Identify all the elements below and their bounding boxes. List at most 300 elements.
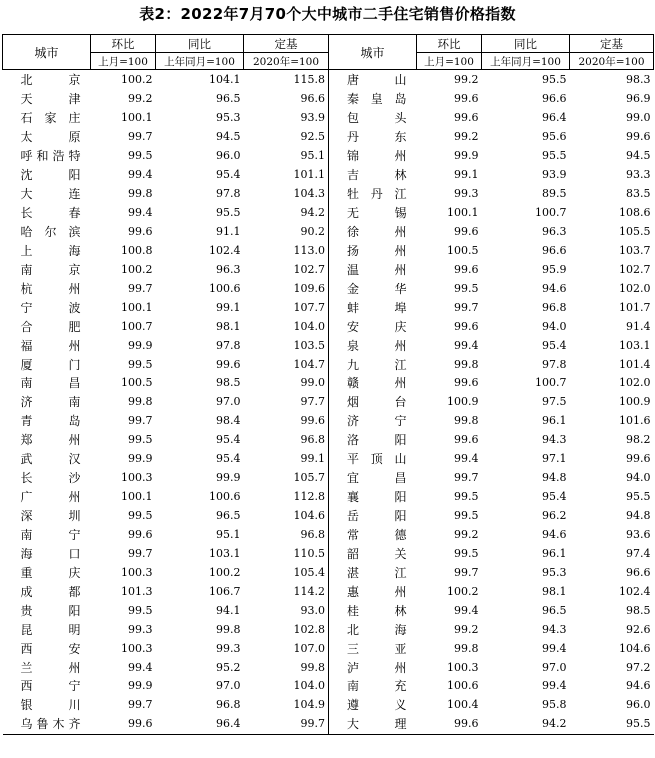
right-city-name: 平顶山	[347, 452, 407, 467]
left-tb-value: 99.6	[216, 357, 241, 371]
right-city-name: 岳阳	[347, 509, 407, 524]
right-hb-value: 100.6	[447, 679, 479, 693]
left-hb-value: 99.6	[91, 715, 156, 734]
table-row	[3, 336, 654, 355]
left-hb-value: 99.7	[128, 414, 153, 428]
left-hb-value: 100.1	[121, 300, 153, 314]
left-dj-value: 107.7	[244, 298, 329, 317]
right-hb-value: 99.5	[454, 281, 479, 295]
left-tb-value: 95.3	[216, 111, 241, 125]
left-city-name: 福州	[20, 338, 81, 353]
left-hb-value: 99.8	[128, 395, 153, 409]
right-dj-value: 100.9	[619, 395, 651, 409]
left-city-name: 厦门	[20, 357, 81, 372]
left-city-name: 重庆	[20, 565, 81, 580]
right-tb-value: 95.5	[542, 149, 567, 163]
table-row	[3, 582, 654, 601]
header-dj-sub-left: 2020年=100	[244, 53, 329, 70]
right-hb-value: 100.3	[447, 660, 479, 674]
right-dj-value: 94.8	[626, 509, 651, 523]
right-dj-value: 95.5	[570, 715, 654, 734]
right-tb-value: 96.8	[542, 300, 567, 314]
left-city-name: 西宁	[20, 679, 81, 694]
left-hb-value: 99.4	[128, 168, 153, 182]
left-tb-value: 94.5	[216, 130, 241, 144]
right-city-name: 泉州	[347, 338, 407, 353]
right-tb-value: 95.9	[542, 262, 567, 276]
right-dj-value: 92.6	[626, 622, 651, 636]
table-row	[3, 677, 654, 696]
left-city-name: 郑州	[20, 433, 81, 448]
left-tb-value: 103.1	[209, 546, 241, 560]
left-tb-value: 91.1	[216, 224, 241, 238]
right-hb-value: 99.5	[454, 490, 479, 504]
left-hb-value: 99.5	[128, 509, 153, 523]
left-hb-value: 100.1	[121, 111, 153, 125]
left-dj-value: 92.5	[244, 128, 329, 147]
left-city-name: 西安	[20, 641, 81, 656]
right-city-name: 常德	[347, 527, 407, 542]
left-city-name: 杭州	[20, 281, 81, 296]
table-row	[3, 639, 654, 658]
left-city-name: 哈尔滨	[20, 224, 81, 239]
left-tb-value: 100.6	[209, 281, 241, 295]
left-city-name: 兰州	[20, 660, 81, 675]
left-tb-value: 95.4	[216, 452, 241, 466]
right-city-name: 烟台	[347, 395, 407, 410]
right-hb-value: 99.8	[454, 641, 479, 655]
right-city-name: 济宁	[347, 414, 407, 429]
right-city-name: 湛江	[347, 565, 407, 580]
right-tb-value: 94.8	[542, 471, 567, 485]
right-tb-value: 96.6	[542, 92, 567, 106]
table-row	[3, 393, 654, 412]
table-row	[3, 241, 654, 260]
left-dj-value: 95.1	[244, 147, 329, 166]
left-dj-value: 96.8	[244, 431, 329, 450]
table-row	[3, 90, 654, 109]
left-city-name: 银川	[20, 698, 81, 713]
table-row	[3, 317, 654, 336]
left-dj-value: 110.5	[244, 544, 329, 563]
table-row	[3, 450, 654, 469]
left-hb-value: 99.5	[128, 603, 153, 617]
right-hb-value: 99.8	[454, 414, 479, 428]
left-dj-value: 104.0	[244, 317, 329, 336]
left-dj-value: 99.7	[244, 715, 329, 734]
right-hb-value: 100.9	[447, 395, 479, 409]
table-header	[3, 35, 654, 70]
left-tb-value: 102.4	[209, 243, 241, 257]
right-dj-value: 103.1	[619, 338, 651, 352]
left-tb-value: 106.7	[209, 584, 241, 598]
left-tb-value: 95.2	[216, 660, 241, 674]
right-dj-value: 94.0	[626, 471, 651, 485]
right-city-name: 宜昌	[347, 471, 407, 486]
right-hb-value: 99.7	[454, 565, 479, 579]
right-city-name: 金华	[347, 281, 407, 296]
right-tb-value: 96.6	[542, 243, 567, 257]
right-hb-value: 99.6	[454, 262, 479, 276]
right-dj-value: 101.7	[619, 300, 651, 314]
left-hb-value: 99.8	[128, 187, 153, 201]
left-tb-value: 95.4	[216, 433, 241, 447]
right-city-name: 惠州	[347, 584, 407, 599]
left-dj-value: 104.6	[244, 507, 329, 526]
left-dj-value: 104.9	[244, 696, 329, 715]
left-city-name: 青岛	[20, 414, 81, 429]
header-hb-right: 环比	[417, 35, 482, 53]
header-dj-sub-right: 2020年=100	[570, 53, 654, 70]
right-city-name: 大理	[329, 715, 417, 734]
left-dj-value: 103.5	[244, 336, 329, 355]
left-dj-value: 102.7	[244, 260, 329, 279]
right-dj-value: 105.5	[619, 224, 651, 238]
right-city-name: 丹东	[347, 130, 407, 145]
right-hb-value: 99.2	[454, 130, 479, 144]
right-city-name: 唐山	[347, 73, 407, 88]
table-row	[3, 147, 654, 166]
left-hb-value: 100.5	[121, 376, 153, 390]
left-dj-value: 97.7	[244, 393, 329, 412]
right-city-name: 泸州	[347, 660, 407, 675]
left-tb-value: 95.1	[216, 527, 241, 541]
right-tb-value: 100.7	[535, 376, 567, 390]
header-tb-left: 同比	[156, 35, 244, 53]
header-dj-left: 定基	[244, 35, 329, 53]
left-tb-value: 98.1	[216, 319, 241, 333]
left-city-name: 南宁	[20, 527, 81, 542]
right-hb-value: 99.6	[454, 376, 479, 390]
left-hb-value: 99.7	[128, 698, 153, 712]
left-tb-value: 95.5	[216, 206, 241, 220]
left-dj-value: 107.0	[244, 639, 329, 658]
right-dj-value: 96.9	[626, 92, 651, 106]
right-dj-value: 96.6	[626, 565, 651, 579]
right-tb-value: 94.3	[542, 433, 567, 447]
table-row	[3, 128, 654, 147]
left-dj-value: 104.7	[244, 355, 329, 374]
right-tb-value: 94.0	[542, 319, 567, 333]
left-tb-value: 95.4	[216, 168, 241, 182]
right-dj-value: 102.4	[619, 584, 651, 598]
left-dj-value: 105.4	[244, 563, 329, 582]
left-hb-value: 99.6	[128, 527, 153, 541]
left-city-name: 天津	[20, 92, 81, 107]
right-dj-value: 98.2	[626, 433, 651, 447]
left-tb-value: 99.8	[216, 622, 241, 636]
left-city-name: 贵阳	[20, 603, 81, 618]
right-hb-value: 99.7	[454, 300, 479, 314]
right-tb-value: 99.4	[542, 679, 567, 693]
right-hb-value: 99.2	[454, 73, 479, 87]
left-hb-value: 99.7	[128, 546, 153, 560]
left-dj-value: 102.8	[244, 620, 329, 639]
left-dj-value: 115.8	[244, 70, 329, 90]
left-hb-value: 99.7	[128, 130, 153, 144]
right-dj-value: 102.7	[619, 262, 651, 276]
right-hb-value: 99.6	[454, 319, 479, 333]
right-hb-value: 99.6	[417, 715, 482, 734]
left-city-name: 南京	[20, 262, 81, 277]
left-dj-value: 99.0	[244, 374, 329, 393]
right-dj-value: 104.6	[619, 641, 651, 655]
left-hb-value: 99.9	[128, 679, 153, 693]
right-hb-value: 99.3	[454, 187, 479, 201]
right-dj-value: 91.4	[626, 319, 651, 333]
left-tb-value: 96.3	[216, 262, 241, 276]
right-hb-value: 99.4	[454, 452, 479, 466]
left-city-name: 南昌	[20, 376, 81, 391]
right-city-name: 三亚	[347, 641, 407, 656]
right-dj-value: 95.5	[626, 490, 651, 504]
left-hb-value: 100.3	[121, 641, 153, 655]
left-dj-value: 114.2	[244, 582, 329, 601]
left-city-name: 上海	[20, 243, 81, 258]
right-city-name: 秦皇岛	[347, 92, 407, 107]
left-tb-value: 96.5	[216, 92, 241, 106]
left-hb-value: 99.3	[128, 622, 153, 636]
right-hb-value: 99.4	[454, 603, 479, 617]
left-hb-value: 100.1	[121, 490, 153, 504]
right-hb-value: 99.7	[454, 471, 479, 485]
right-tb-value: 96.1	[542, 414, 567, 428]
left-tb-value: 96.8	[216, 698, 241, 712]
left-hb-value: 101.3	[121, 584, 153, 598]
table-row	[3, 544, 654, 563]
left-hb-value: 99.4	[128, 660, 153, 674]
table-title: 表2：2022年7月70个大中城市二手住宅销售价格指数	[139, 5, 516, 23]
header-hb-sub-left: 上月=100	[91, 53, 156, 70]
left-hb-value: 100.3	[121, 565, 153, 579]
left-hb-value: 100.2	[121, 73, 153, 87]
left-city-name: 海口	[20, 546, 81, 561]
left-city-name: 宁波	[20, 300, 81, 315]
left-tb-value: 97.0	[216, 395, 241, 409]
right-dj-value: 101.6	[619, 414, 651, 428]
header-city-left: 城市	[3, 35, 91, 70]
left-city-name: 呼和浩特	[20, 149, 81, 164]
left-tb-value: 96.5	[216, 509, 241, 523]
right-tb-value: 96.1	[542, 546, 567, 560]
right-dj-value: 97.2	[626, 660, 651, 674]
right-hb-value: 100.1	[447, 206, 479, 220]
header-city-right: 城市	[329, 35, 417, 70]
left-tb-value: 100.2	[209, 565, 241, 579]
left-dj-value: 99.1	[244, 450, 329, 469]
right-city-name: 徐州	[347, 224, 407, 239]
right-city-name: 南充	[347, 679, 407, 694]
right-city-name: 北海	[347, 622, 407, 637]
right-tb-value: 96.4	[542, 111, 567, 125]
left-hb-value: 100.3	[121, 471, 153, 485]
right-dj-value: 83.5	[626, 187, 651, 201]
right-tb-value: 95.4	[542, 490, 567, 504]
right-dj-value: 98.5	[626, 603, 651, 617]
left-dj-value: 112.8	[244, 488, 329, 507]
table-row	[3, 355, 654, 374]
left-tb-value: 96.4	[156, 715, 244, 734]
table-row	[3, 507, 654, 526]
table-row	[3, 696, 654, 715]
right-hb-value: 99.5	[454, 546, 479, 560]
right-city-name: 韶关	[347, 546, 407, 561]
right-dj-value: 101.4	[619, 357, 651, 371]
left-tb-value: 94.1	[216, 603, 241, 617]
left-hb-value: 99.5	[128, 149, 153, 163]
right-city-name: 赣州	[347, 376, 407, 391]
left-city-name: 乌鲁木齐	[3, 715, 91, 734]
right-hb-value: 99.4	[454, 338, 479, 352]
right-dj-value: 102.0	[619, 376, 651, 390]
table-row	[3, 601, 654, 620]
right-tb-value: 95.4	[542, 338, 567, 352]
left-tb-value: 100.6	[209, 490, 241, 504]
left-tb-value: 98.5	[216, 376, 241, 390]
left-dj-value: 90.2	[244, 223, 329, 242]
left-city-name: 大连	[20, 187, 81, 202]
right-tb-value: 97.5	[542, 395, 567, 409]
left-tb-value: 97.0	[216, 679, 241, 693]
left-tb-value: 97.8	[216, 338, 241, 352]
left-hb-value: 99.9	[128, 338, 153, 352]
right-hb-value: 100.4	[447, 698, 479, 712]
right-city-name: 襄阳	[347, 490, 407, 505]
left-tb-value: 99.9	[216, 471, 241, 485]
table-row	[3, 223, 654, 242]
left-city-name: 成都	[20, 584, 81, 599]
right-city-name: 洛阳	[347, 433, 407, 448]
right-dj-value: 96.0	[626, 698, 651, 712]
left-city-name: 济南	[20, 395, 81, 410]
left-dj-value: 113.0	[244, 241, 329, 260]
header-tb-sub-right: 上年同月=100	[482, 53, 570, 70]
right-hb-value: 99.5	[454, 509, 479, 523]
right-dj-value: 99.0	[626, 111, 651, 125]
left-hb-value: 100.8	[121, 243, 153, 257]
left-dj-value: 101.1	[244, 166, 329, 185]
left-tb-value: 96.0	[216, 149, 241, 163]
right-city-name: 安庆	[347, 319, 407, 334]
right-tb-value: 94.6	[542, 281, 567, 295]
table-row	[3, 260, 654, 279]
left-dj-value: 104.0	[244, 677, 329, 696]
right-tb-value: 96.5	[542, 603, 567, 617]
left-hb-value: 99.6	[128, 224, 153, 238]
left-city-name: 太原	[20, 130, 81, 145]
right-dj-value: 103.7	[619, 243, 651, 257]
left-city-name: 北京	[20, 73, 81, 88]
right-tb-value: 99.4	[542, 641, 567, 655]
left-city-name: 合肥	[20, 319, 81, 334]
right-hb-value: 99.8	[454, 357, 479, 371]
right-city-name: 牡丹江	[347, 187, 407, 202]
right-tb-value: 97.1	[542, 452, 567, 466]
left-city-name: 石家庄	[20, 111, 81, 126]
table-row	[3, 279, 654, 298]
right-tb-value: 97.0	[542, 660, 567, 674]
left-dj-value: 93.9	[244, 109, 329, 128]
left-dj-value: 99.6	[244, 412, 329, 431]
right-hb-value: 99.6	[454, 224, 479, 238]
left-dj-value: 105.7	[244, 469, 329, 488]
left-dj-value: 93.0	[244, 601, 329, 620]
left-hb-value: 99.5	[128, 433, 153, 447]
table-row	[3, 526, 654, 545]
table-row	[3, 70, 654, 90]
header-hb-sub-right: 上月=100	[417, 53, 482, 70]
left-city-name: 沈阳	[20, 168, 81, 183]
table-row	[3, 469, 654, 488]
left-dj-value: 109.6	[244, 279, 329, 298]
right-dj-value: 98.3	[626, 73, 651, 87]
table-body	[3, 70, 654, 735]
right-tb-value: 94.6	[542, 527, 567, 541]
right-dj-value: 99.6	[626, 130, 651, 144]
right-hb-value: 99.2	[454, 622, 479, 636]
right-city-name: 遵义	[347, 698, 407, 713]
table-row	[3, 658, 654, 677]
right-tb-value: 93.9	[542, 168, 567, 182]
right-city-name: 包头	[347, 111, 407, 126]
table-row	[3, 166, 654, 185]
right-city-name: 扬州	[347, 243, 407, 258]
left-city-name: 长春	[20, 206, 81, 221]
left-hb-value: 100.7	[121, 319, 153, 333]
right-tb-value: 94.2	[482, 715, 570, 734]
right-hb-value: 99.6	[454, 433, 479, 447]
right-city-name: 无锡	[347, 206, 407, 221]
right-tb-value: 95.3	[542, 565, 567, 579]
right-tb-value: 94.3	[542, 622, 567, 636]
right-city-name: 桂林	[347, 603, 407, 618]
left-hb-value: 99.7	[128, 281, 153, 295]
right-city-name: 温州	[347, 262, 407, 277]
right-hb-value: 99.6	[454, 92, 479, 106]
table-row	[3, 109, 654, 128]
right-tb-value: 97.8	[542, 357, 567, 371]
table-row	[3, 204, 654, 223]
right-tb-value: 89.5	[542, 187, 567, 201]
header-hb-left: 环比	[91, 35, 156, 53]
right-dj-value: 102.0	[619, 281, 651, 295]
left-dj-value: 94.2	[244, 204, 329, 223]
right-hb-value: 99.1	[454, 168, 479, 182]
right-city-name: 吉林	[347, 168, 407, 183]
right-hb-value: 99.9	[454, 149, 479, 163]
table-row	[3, 298, 654, 317]
left-tb-value: 98.4	[216, 414, 241, 428]
right-dj-value: 99.6	[626, 452, 651, 466]
right-tb-value: 96.2	[542, 509, 567, 523]
table-row	[3, 412, 654, 431]
left-tb-value: 97.8	[216, 187, 241, 201]
left-hb-value: 99.5	[128, 357, 153, 371]
left-tb-value: 99.1	[216, 300, 241, 314]
right-dj-value: 93.6	[626, 527, 651, 541]
left-tb-value: 99.3	[216, 641, 241, 655]
table-row	[3, 620, 654, 639]
left-dj-value: 99.8	[244, 658, 329, 677]
right-dj-value: 94.5	[626, 149, 651, 163]
price-index-table	[2, 34, 654, 735]
right-dj-value: 94.6	[626, 679, 651, 693]
header-dj-right: 定基	[570, 35, 654, 53]
left-dj-value: 96.6	[244, 90, 329, 109]
right-tb-value: 95.8	[542, 698, 567, 712]
header-tb-right: 同比	[482, 35, 570, 53]
left-hb-value: 99.4	[128, 206, 153, 220]
